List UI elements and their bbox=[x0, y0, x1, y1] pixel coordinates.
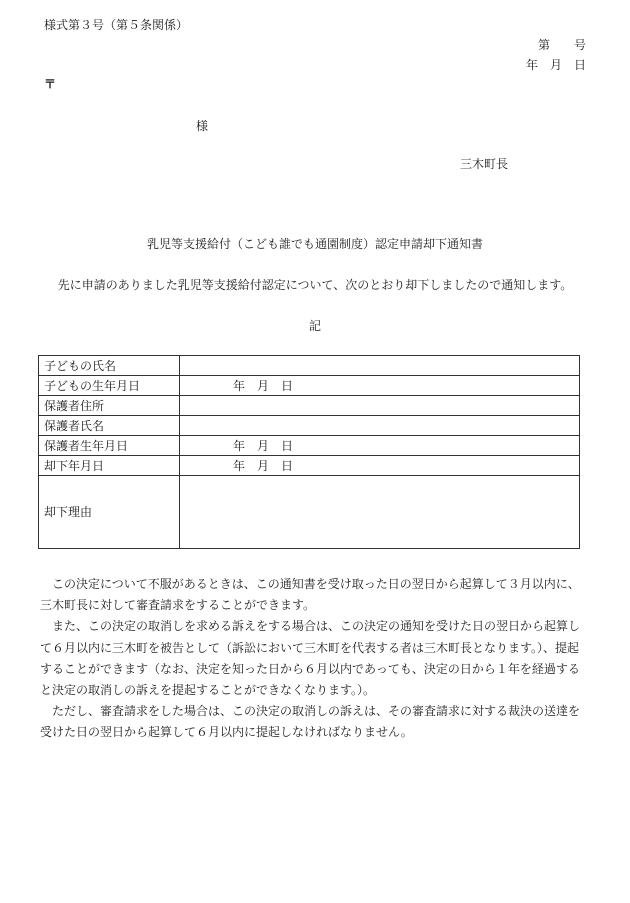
table-row bbox=[39, 396, 580, 416]
row-label-guardian-name: 保護者氏名 bbox=[39, 416, 180, 436]
info-table bbox=[38, 355, 580, 549]
row-value-child-birthdate: 年 月 日 bbox=[180, 376, 580, 396]
note-paragraph-lawsuit: また、この決定の取消しを求める訴えをする場合は、この決定の通知を受けた日の翌日から起算して６月以内に三木町を被告として（訴訟において三木町を代表する者は三木町長となります。）、提起することができます（なお、決定を知った日から６月以内であっても、決定の日から１年を経過すると決定の取消しの訴えを提起することができなくなります。）。 bbox=[40, 619, 581, 698]
row-label-guardian-birthdate: 保護者生年月日 bbox=[39, 436, 180, 456]
table-row bbox=[39, 456, 580, 476]
row-value-rejection-reason bbox=[180, 476, 580, 549]
form-number: 様式第３号（第５条関係） bbox=[44, 18, 189, 32]
row-value-guardian-address bbox=[180, 396, 580, 416]
table-row bbox=[39, 356, 580, 376]
document-title: 乳児等支援給付（こども誰でも通園制度）認定申請却下通知書 bbox=[146, 237, 483, 251]
document-date: 年 月 日 bbox=[525, 58, 586, 72]
table-row bbox=[39, 376, 580, 396]
note-paragraph-appeal: この決定について不服があるときは、この通知書を受け取った日の翌日から起算して３月以内に、三木町長に対して審査請求をすることができます。 bbox=[40, 577, 580, 613]
note-paragraph-review: ただし、審査請求をした場合は、この決定の取消しの訴えは、その審査請求に対する裁決の送達を受けた日の翌日から起算して６月以内に提起しなければなりません。 bbox=[40, 704, 581, 740]
intro-text: 先に申請のありました乳児等支援給付認定について、次のとおり却下しましたので通知します。 bbox=[57, 278, 573, 292]
row-label-guardian-address: 保護者住所 bbox=[39, 396, 180, 416]
document-number: 第 号 bbox=[537, 38, 586, 52]
row-value-guardian-birthdate: 年 月 日 bbox=[180, 436, 580, 456]
row-value-child-name bbox=[180, 356, 580, 376]
table-row bbox=[39, 416, 580, 436]
row-value-guardian-name bbox=[180, 416, 580, 436]
table-row bbox=[39, 476, 580, 549]
addressee-honorific: 様 bbox=[196, 119, 209, 133]
postal-mark: 〒 bbox=[44, 77, 57, 91]
notes-section bbox=[40, 574, 582, 744]
issuer-name: 三木町長 bbox=[460, 157, 509, 171]
row-label-child-birthdate: 子どもの生年月日 bbox=[39, 376, 180, 396]
row-label-rejection-reason: 却下理由 bbox=[39, 476, 180, 549]
row-label-rejection-date: 却下年月日 bbox=[39, 456, 180, 476]
row-value-rejection-date: 年 月 日 bbox=[180, 456, 580, 476]
table-row bbox=[39, 436, 580, 456]
ki-heading: 記 bbox=[308, 319, 321, 333]
row-label-child-name: 子どもの氏名 bbox=[39, 356, 180, 376]
